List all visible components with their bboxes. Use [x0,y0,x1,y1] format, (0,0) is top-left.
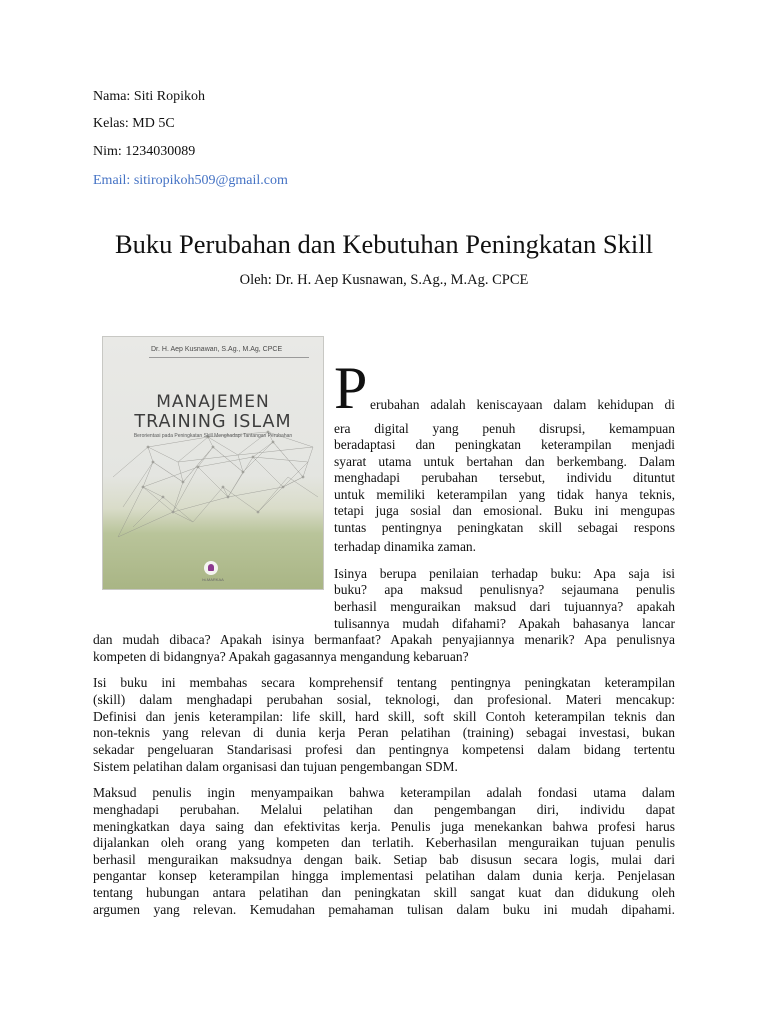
drop-cap: P [334,355,368,421]
body-text-line: kompeten di bidangnya? Apakah gagasannya mengandung kebaruan? [93,649,469,664]
body-text-line: erubahan adalah keniscayaan dalam kehidupan di [370,397,675,412]
body-text-line: meningkatkan daya saing dan efektivitas kerja. Penulis juga menekankan bahwa profesi harus [93,819,675,834]
body-text-line: argumen yang relevan. Kemudahan pemahaman tulisan dalam buku ini mudah dipahami. [93,902,675,917]
body-text-line: Sistem pelatihan dalam organisasi dan tujuan pengembangan SDM. [93,759,458,774]
body-text-line: beradaptasi dan peningkatan keterampilan menjadi [334,437,675,452]
cover-title-line-2: TRAINING ISLAM [134,412,292,432]
student-email[interactable]: Email: sitiropikoh509@gmail.com [93,173,288,188]
body-text-line: Isi buku ini membahas secara komprehensif tentang pentingnya peningkatan keterampilan [93,675,675,690]
body-text-line: dan mudah dibaca? Apakah isinya bermanfaat? Apakah penyajiannya menarik? Apa penulisnya [93,632,675,647]
publisher-logo-icon [204,561,218,575]
body-text-line: tuntas pentingnya peningkatan skill sebagai respons [334,520,675,535]
page-subtitle: Oleh: Dr. H. Aep Kusnawan, S.Ag., M.Ag. CPCE [239,272,529,288]
body-text-line: Maksud penulis ingin menyampaikan bahwa keterampilan adalah fondasi utama dalam [93,785,675,800]
body-text-line: (skill) dalam menghadapi perubahan sosial, teknologi, dan profesional. Materi mencakup: [93,692,675,707]
body-text-line: dijalankan oleh orang yang kompeten dan terlatih. Keberhasilan menguraikan tujuan penulis [93,835,675,850]
page-title: Buku Perubahan dan Kebutuhan Peningkatan Skill [114,229,653,259]
cover-publisher: ht-MARKAA [202,577,224,582]
student-class: Kelas: MD 5C [93,116,175,131]
body-text-line: Definisi dan jenis keterampilan: life skill, hard skill, soft skill Contoh keterampilan teknis dan [93,709,675,724]
body-text-line: buku? apa maksud penulisnya? sejaumana penulis [334,582,675,597]
body-text-line: terhadap dinamika zaman. [334,539,477,554]
body-text-line: syarat utama untuk bertahan dan berkembang. Dalam [334,454,675,469]
book-cover-image [103,337,323,589]
body-text-line: menghadapi perubahan tersebut, individu dituntut [334,470,675,485]
body-text-line: non-teknis yang relevan di dunia kerja Peran pelatihan (training) sebagai investasi, bukan [93,725,675,740]
body-text-line: untuk memiliki keterampilan yang tidak hanya teknis, [334,487,675,502]
body-text-line: berhasil menguraikan maksudnya dengan baik. Setiap bab disusun secara logis, mulai dari [93,852,675,867]
cover-title-line-1: MANAJEMEN [156,392,270,412]
body-text-line: tetapi juga sosial dan emosional. Buku ini mengupas [334,503,675,518]
body-text-line: pengantar konsep keterampilan hingga implementasi pelatihan dalam dunia kerja. Penjelasan [93,868,675,883]
body-text-line: berhasil menguraikan maksud dari tujuannya? apakah [334,599,675,614]
cover-divider [149,357,309,358]
student-name: Nama: Siti Ropikoh [93,89,205,104]
body-text-line: tulisannya mudah difahami? Apakah bahasanya lancar [334,616,675,631]
cover-author: Dr. H. Aep Kusnawan, S.Ag., M.Ag, CPCE [151,346,283,353]
body-text-line: Isinya berupa penilaian terhadap buku: Apa saja isi [334,566,675,581]
body-text-line: menghadapi perubahan. Melalui pelatihan dan pengembangan diri, individu dapat [93,802,675,817]
body-text-line: sekadar pengeluaran Standarisasi profesi dan pentingnya kompetensi dalam bidang tertentu [93,742,675,757]
body-text-line: tentang hubungan antara pelatihan dan peningkatan skill sangat kuat dan didukung oleh [93,885,675,900]
student-id: Nim: 1234030089 [93,144,196,159]
network-pattern-graphic [103,337,323,589]
cover-subtitle: Berorientasi pada Peningkatan Skill Menghadapi Tantangan Perubahan [133,433,293,439]
body-text-line: era digital yang penuh disrupsi, kemampuan [334,421,675,436]
